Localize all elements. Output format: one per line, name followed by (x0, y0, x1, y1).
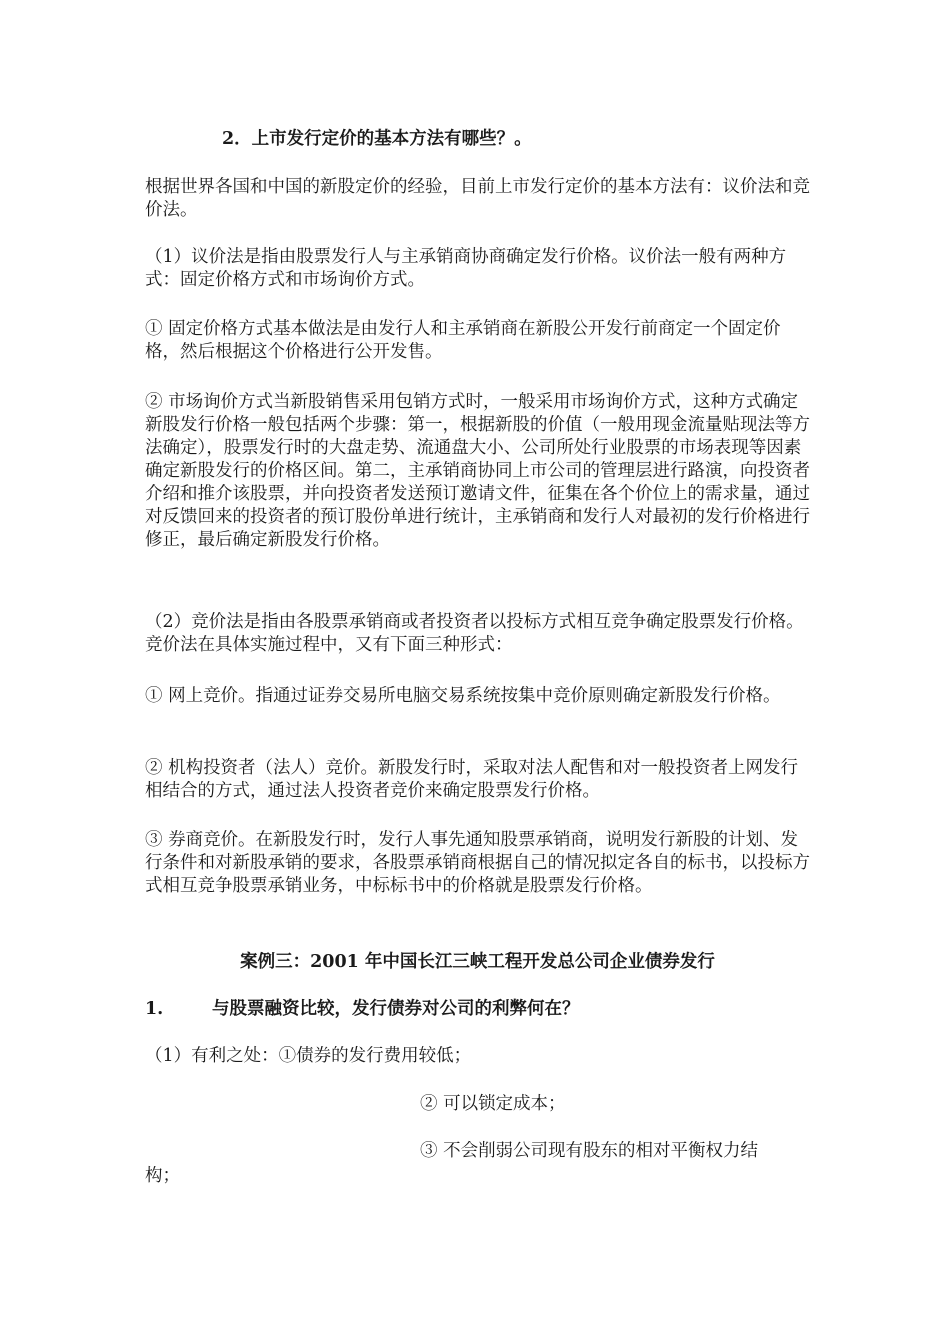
intro-paragraph: 根据世界各国和中国的新股定价的经验，目前上市发行定价的基本方法有：议价法和竞价法。 (145, 177, 810, 220)
advantage-3: ③ 不会削弱公司现有股东的相对平衡权力结 (420, 1141, 759, 1161)
question-1-number: 1. (145, 999, 164, 1019)
online-bidding-paragraph: ① 网上竞价。指通过证券交易所电脑交易系统按集中竞价原则确定新股发行价格。 (145, 686, 781, 706)
bargaining-method-paragraph: （1）议价法是指由股票发行人与主承销商协商确定发行价格。议价法一般有两种方式：固定价格方式和市场询价方式。 (145, 247, 787, 290)
advantages-intro: （1）有利之处：①债券的发行费用较低； (145, 1046, 472, 1066)
question-2-heading: 2．上市发行定价的基本方法有哪些？。 (222, 129, 532, 149)
market-inquiry-paragraph: ② 市场询价方式当新股销售采用包销方式时，一般采用市场询价方式，这种方式确定新股发行价格一般包括两个步骤：第一，根据新股的价值（一般用现金流量贴现法等方法确定），股票发行时的大盘走势、流通盘大小、公司所处行业股票的市场表现等因素确定新股发行的价格区间。第二，主承销商协同上市公司的管理层进行路演，向投资者介绍和推介该股票，并向投资者发送预订邀请文件，征集在各个价位上的需求量，通过对反馈回来的投资者的预订股份单进行统计，主承销商和发行人对最初的发行价格进行修正，最后确定新股发行价格。 (145, 392, 810, 550)
advantage-2: ② 可以锁定成本； (420, 1094, 566, 1114)
advantage-3-continued: 构； (145, 1166, 180, 1186)
fixed-price-paragraph: ① 固定价格方式基本做法是由发行人和主承销商在新股公开发行前商定一个固定价格，然后根据这个价格进行公开发售。 (145, 319, 781, 362)
question-1-text: 与股票融资比较，发行债券对公司的利弊何在？ (212, 999, 580, 1019)
bidding-method-paragraph: （2）竞价法是指由各股票承销商或者投资者以投标方式相互竞争确定股票发行价格。竞价法在具体实施过程中，又有下面三种形式： (145, 612, 804, 655)
institutional-bidding-paragraph: ② 机构投资者（法人）竞价。新股发行时，采取对法人配售和对一般投资者上网发行相结合的方式，通过法人投资者竞价来确定股票发行价格。 (145, 758, 799, 801)
broker-bidding-paragraph: ③ 券商竞价。在新股发行时，发行人事先通知股票承销商，说明发行新股的计划、发行条件和对新股承销的要求，各股票承销商根据自己的情况拟定各自的标书，以投标方式相互竞争股票承销业务，中标标书中的价格就是股票发行价格。 (145, 830, 810, 896)
case-3-title: 案例三：2001 年中国长江三峡工程开发总公司企业债券发行 (240, 952, 715, 972)
